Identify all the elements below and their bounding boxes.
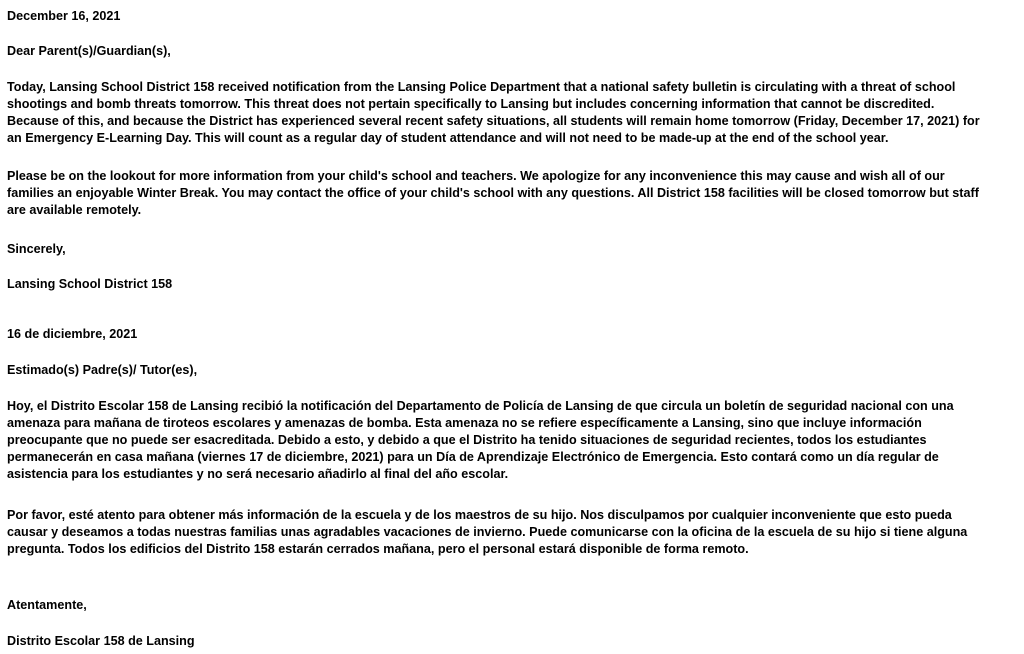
english-paragraph-2: [7, 168, 979, 219]
letter-closing: Atentamente,: [7, 598, 87, 612]
letter-signature: Distrito Escolar 158 de Lansing: [7, 634, 195, 648]
english-paragraph-1: [7, 79, 980, 147]
paragraph-line: Because of this, and because the District has experienced several recent safety situations, all students will remain home tomorrow (Friday, December 17, 2021) for: [7, 114, 980, 128]
letter-date: 16 de diciembre, 2021: [7, 327, 138, 341]
paragraph-line: families an enjoyable Winter Break. You may contact the office of your child's school with any questions. All District 158 facilities will be closed tomorrow but staff: [7, 186, 979, 200]
spanish-signature-block: [7, 633, 195, 650]
paragraph-line: asistencia para los estudiantes y no será necesario añadirlo al final del año escolar.: [7, 467, 509, 481]
english-closing-block: [7, 241, 66, 258]
spanish-paragraph-2: [7, 507, 967, 558]
paragraph-line: permanecerán en casa mañana (viernes 17 de diciembre, 2021) para un Día de Aprendizaje Electrónico de Emergencia. Esto contará como un día regular de: [7, 450, 939, 464]
paragraph-line: pregunta. Todos los edificios del Distrito 158 estarán cerrados mañana, pero el personal estará disponible de forma remoto.: [7, 542, 749, 556]
paragraph-line: shootings and bomb threats tomorrow. This threat does not pertain specifically to Lansing but includes concerning information that cannot be discredited.: [7, 97, 935, 111]
english-greeting-block: [7, 43, 171, 60]
spanish-closing-block: [7, 597, 87, 614]
letter-signature: Lansing School District 158: [7, 277, 173, 291]
paragraph-line: Today, Lansing School District 158 received notification from the Lansing Police Department that a national safety bulletin is circulating with a threat of school: [7, 80, 956, 94]
spanish-paragraph-1: [7, 398, 954, 483]
letter-closing: Sincerely,: [7, 242, 66, 256]
letter-date: December 16, 2021: [7, 9, 121, 23]
english-date-block: [7, 8, 120, 25]
paragraph-line: an Emergency E-Learning Day. This will count as a regular day of student attendance and will not need to be made-up at the end of the school year.: [7, 131, 889, 145]
spanish-greeting-block: [7, 362, 197, 379]
letter-greeting: Estimado(s) Padre(s)/ Tutor(es),: [7, 363, 198, 377]
paragraph-line: are available remotely.: [7, 203, 142, 217]
letter-greeting: Dear Parent(s)/Guardian(s),: [7, 44, 171, 58]
paragraph-line: Hoy, el Distrito Escolar 158 de Lansing recibió la notificación del Departamento de Policía de Lansing de que circula un boletín de seguridad nacional con una: [7, 399, 954, 413]
paragraph-line: amenaza para mañana de tiroteos escolares y amenazas de bomba. Esta amenaza no se refiere específicamente a Lansing, sino que incluye información: [7, 416, 922, 430]
paragraph-line: causar y deseamos a todas nuestras familias unas agradables vacaciones de invierno. Puede comunicarse con la oficina de la escuela de su hijo si tiene alguna: [7, 525, 968, 539]
spanish-date-block: [7, 326, 137, 343]
english-signature-block: [7, 276, 172, 293]
paragraph-line: Por favor, esté atento para obtener más información de la escuela y de los maestros de su hijo. Nos disculpamos por cualquier inconveniente que esto pueda: [7, 508, 952, 522]
paragraph-line: preocupante que no puede ser esacreditada. Debido a esto, y debido a que el Distrito ha tenido situaciones de seguridad recientes, todos los estudiantes: [7, 433, 927, 447]
paragraph-line: Please be on the lookout for more information from your child's school and teachers. We apologize for any inconvenience this may cause and wish all of our: [7, 169, 945, 183]
